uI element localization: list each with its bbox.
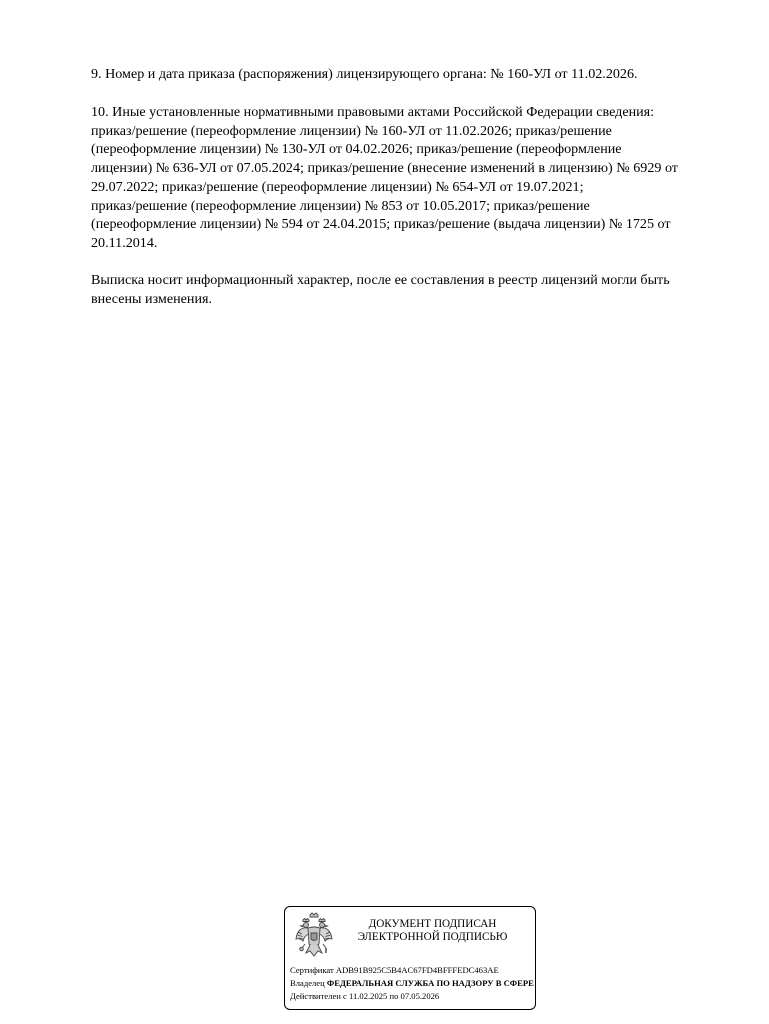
note-line: Выписка носит информационный характер, после ее составления в реестр лицензий могли быть <box>91 272 670 288</box>
item-10-line: приказ/решение (переоформление лицензии) № 160-УЛ от 11.02.2026; приказ/решение <box>91 122 612 139</box>
item-10-line: 10. Иные установленные нормативными правовыми актами Российской Федерации сведения: <box>91 104 655 120</box>
stamp-title-line: ЭЛЕКТРОННОЙ ПОДПИСЬЮ <box>357 931 508 943</box>
item-10-line: (переоформление лицензии) № 130-УЛ от 04.02.2026; приказ/решение (переоформление <box>91 141 622 158</box>
certificate-validity: Действителен с 11.02.2025 по 07.05.2026 <box>290 991 440 1001</box>
item-10-line: 20.11.2014. <box>91 234 158 251</box>
informational-note <box>91 271 741 308</box>
item-10-other-info <box>91 103 741 253</box>
certificate-number: Сертификат ADB91B925C5B4AC67FD4BFFFEDC463AE <box>290 965 499 975</box>
item-9-text: 9. Номер и дата приказа (распоряжения) лицензирующего органа: № 160-УЛ от 11.02.2026. <box>91 66 638 82</box>
stamp-title-line: ДОКУМЕНТ ПОДПИСАН <box>368 918 497 930</box>
item-10-line: 29.07.2022; приказ/решение (переоформление лицензии) № 654-УЛ от 19.07.2021; <box>91 178 584 195</box>
item-10-line: (переоформление лицензии) № 594 от 24.04.2015; приказ/решение (выдача лицензии) № 1725 от <box>91 216 671 233</box>
owner-name: ФЕДЕРАЛЬНАЯ СЛУЖБА ПО НАДЗОРУ В СФЕРЕ <box>326 978 534 988</box>
item-10-line: лицензии) № 636-УЛ от 07.05.2024; приказ/решение (внесение изменений в лицензию) № 6929 от <box>91 160 678 177</box>
owner-label: Владелец <box>290 978 325 988</box>
double-headed-eagle-emblem-icon <box>293 911 335 961</box>
certificate-owner <box>290 978 534 989</box>
item-10-line: приказ/решение (переоформление лицензии) № 853 от 10.05.2017; приказ/решение <box>91 197 590 214</box>
note-line: внесены изменения. <box>91 290 212 307</box>
electronic-signature-stamp <box>284 906 536 1010</box>
item-9-order-number <box>91 65 741 84</box>
stamp-title <box>345 918 520 944</box>
